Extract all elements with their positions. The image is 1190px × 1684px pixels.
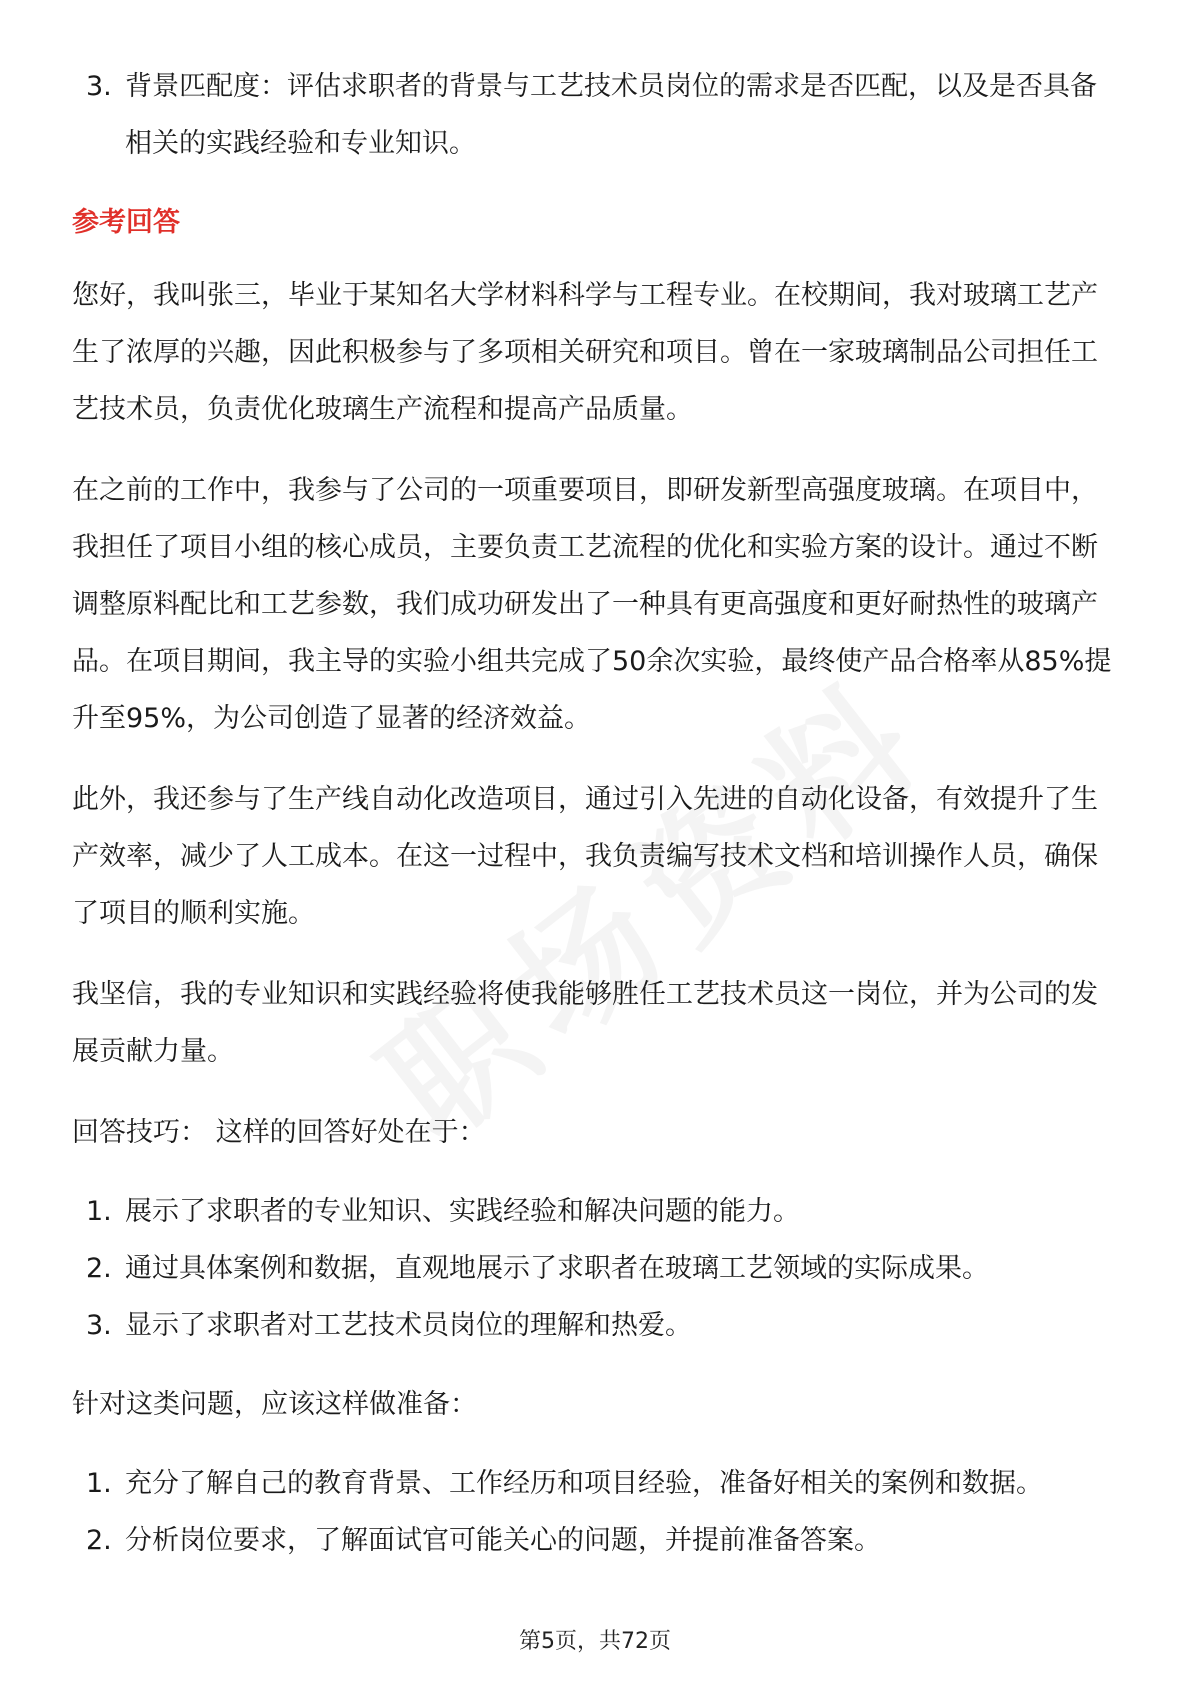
prep-list	[72, 1455, 1122, 1569]
list-text: 显示了求职者对工艺技术员岗位的理解和热爱。	[125, 1310, 692, 1341]
section-heading: 参考回答	[72, 207, 180, 238]
list-text: 分析岗位要求，了解面试官可能关心的问题，并提前准备答案。	[125, 1525, 881, 1556]
answer-paragraph: 我坚信，我的专业知识和实践经验将使我能够胜任工艺技术员这一岗位，并为公司的发展贡献力量。	[72, 979, 1098, 1067]
list-number: 3.	[86, 1310, 112, 1341]
list-item	[72, 1240, 1122, 1297]
list-number: 2.	[86, 1525, 112, 1556]
list-item	[72, 1183, 1122, 1240]
page-footer: 第5页，共72页	[519, 1629, 671, 1654]
list-item	[72, 1297, 1122, 1354]
list-number: 1.	[86, 1196, 112, 1227]
list-text: 背景匹配度：评估求职者的背景与工艺技术员岗位的需求是否匹配，以及是否具备相关的实践经验和专业知识。	[125, 71, 1097, 159]
list-item	[72, 1455, 1122, 1512]
tips-list	[72, 1183, 1122, 1354]
answer-paragraph: 在之前的工作中，我参与了公司的一项重要项目，即研发新型高强度玻璃。在项目中，我担任了项目小组的核心成员，主要负责工艺流程的优化和实验方案的设计。通过不断调整原料配比和工艺参数，我们成功研发出了一种具有更高强度和更好耐热性的玻璃产品。在项目期间，我主导的实验小组共完成了50余次实验，最终使产品合格率从85%提升至95%，为公司创造了显著的经济效益。	[72, 475, 1112, 734]
list-item	[72, 1512, 1122, 1569]
list-number: 3.	[86, 71, 112, 102]
answer-paragraph: 您好，我叫张三，毕业于某知名大学材料科学与工程专业。在校期间，我对玻璃工艺产生了浓厚的兴趣，因此积极参与了多项相关研究和项目。曾在一家玻璃制品公司担任工艺技术员，负责优化玻璃生产流程和提高产品质量。	[72, 280, 1098, 425]
list-text: 充分了解自己的教育背景、工作经历和项目经验，准备好相关的案例和数据。	[125, 1468, 1043, 1499]
prep-title: 针对这类问题，应该这样做准备：	[72, 1389, 477, 1420]
tips-title: 回答技巧： 这样的回答好处在于：	[72, 1117, 486, 1148]
answer-paragraph: 此外，我还参与了生产线自动化改造项目，通过引入先进的自动化设备，有效提升了生产效率，减少了人工成本。在这一过程中，我负责编写技术文档和培训操作人员，确保了项目的顺利实施。	[72, 784, 1098, 929]
page-content	[72, 58, 1122, 1569]
list-number: 2.	[86, 1253, 112, 1284]
list-text: 展示了求职者的专业知识、实践经验和解决问题的能力。	[125, 1196, 800, 1227]
list-item	[72, 58, 1122, 172]
list-text: 通过具体案例和数据，直观地展示了求职者在玻璃工艺领域的实际成果。	[125, 1253, 989, 1284]
criteria-list	[72, 58, 1122, 172]
list-number: 1.	[86, 1468, 112, 1499]
